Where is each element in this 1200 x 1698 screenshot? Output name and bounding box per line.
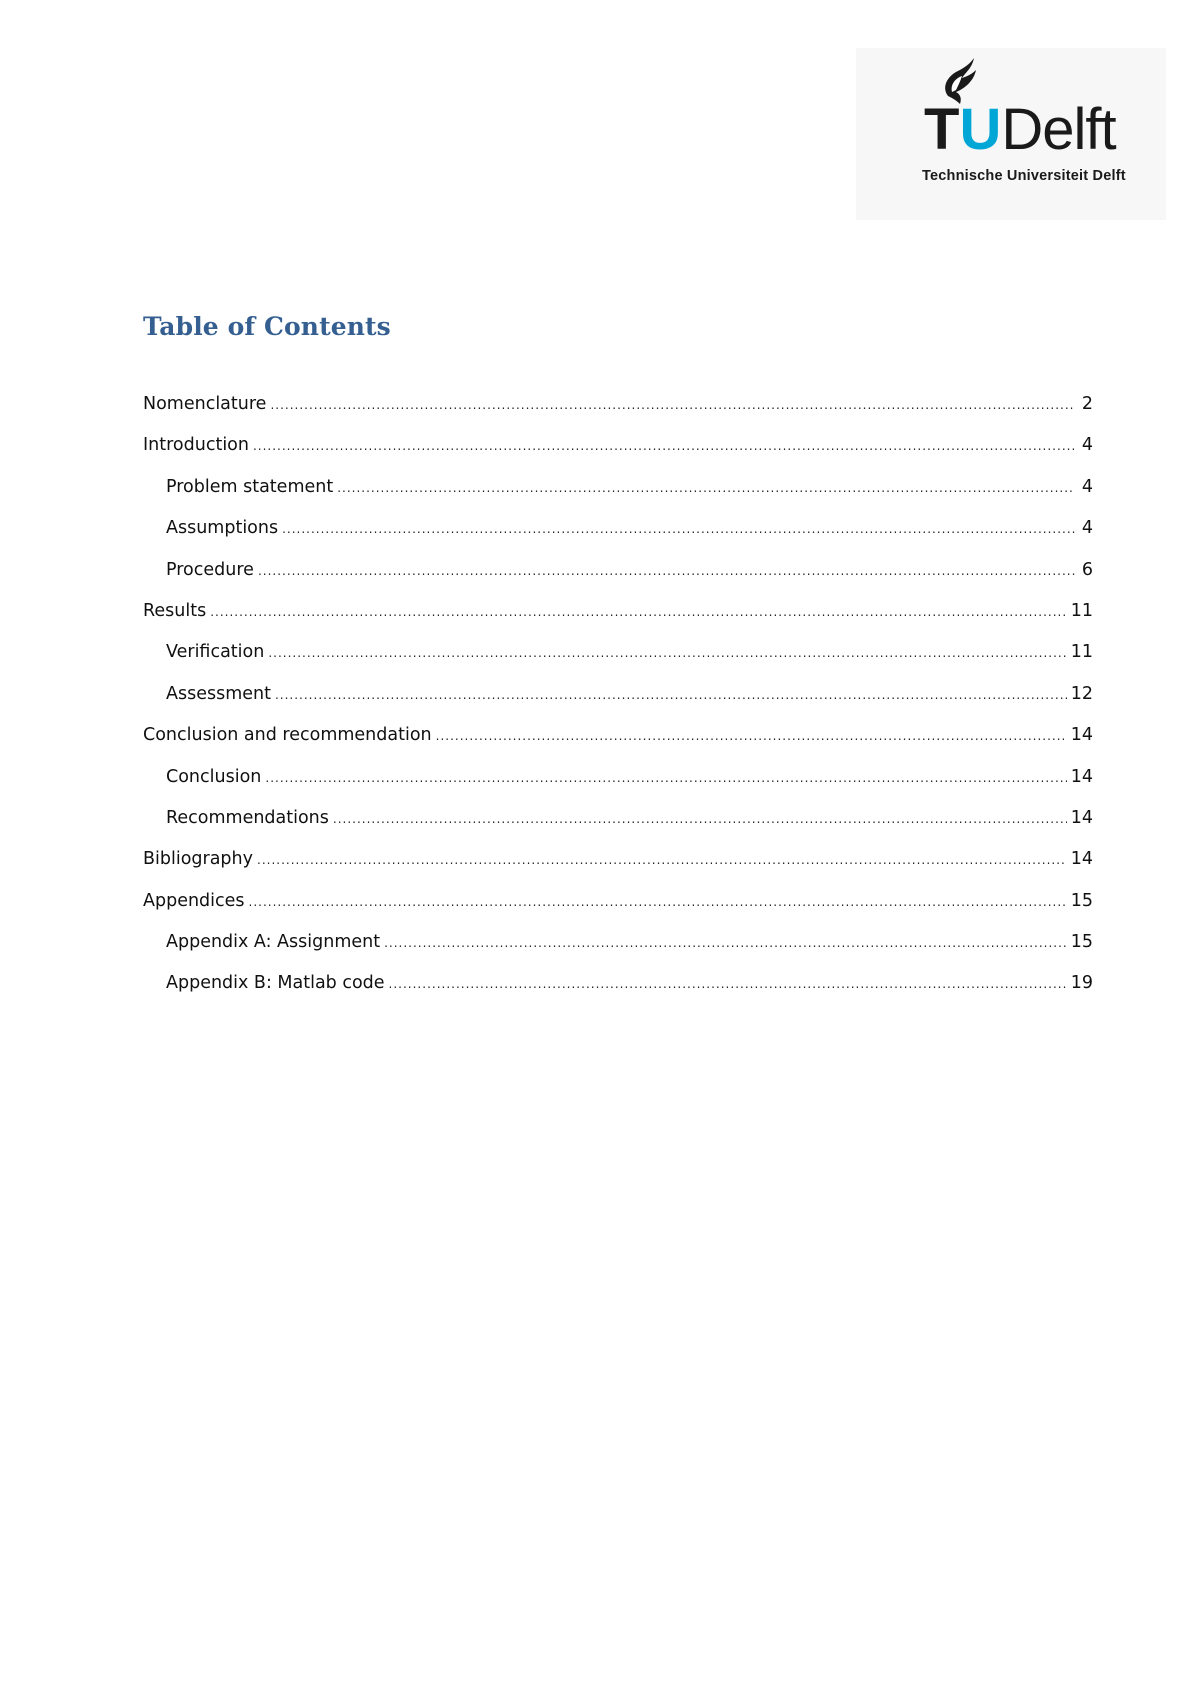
toc-leader-dots <box>268 646 1066 660</box>
toc-leader-dots <box>389 977 1067 991</box>
logo-wordmark <box>924 97 1116 162</box>
toc-entry-page: 14 <box>1070 807 1093 828</box>
toc-entry-appendices[interactable] <box>143 891 1093 932</box>
toc-entry-label: Results <box>143 600 207 621</box>
toc-entry-label: Assumptions <box>166 518 279 539</box>
toc-entry-label: Bibliography <box>143 849 253 870</box>
toc-entry-label: Conclusion <box>166 766 262 787</box>
toc-leader-dots <box>282 522 1075 536</box>
toc-entry-bibliography[interactable] <box>143 849 1093 890</box>
toc-leader-dots <box>333 812 1067 826</box>
toc-leader-dots <box>270 398 1075 412</box>
toc-leader-dots <box>275 688 1067 702</box>
toc-entry-appendix-a[interactable] <box>143 932 1093 973</box>
toc-entry-page: 19 <box>1070 973 1093 994</box>
tu-delft-logo <box>856 48 1166 220</box>
toc-entry-label: Conclusion and recommendation <box>143 725 432 746</box>
logo-letter-t: T <box>924 97 960 162</box>
toc-entry-label: Appendix B: Matlab code <box>166 973 385 994</box>
toc-entry-procedure[interactable] <box>143 560 1093 601</box>
toc-leader-dots <box>210 605 1067 619</box>
logo-letter-u: U <box>959 97 1002 162</box>
toc-entry-introduction[interactable] <box>143 435 1093 476</box>
toc-entry-page: 15 <box>1070 890 1093 911</box>
toc-entry-assumptions[interactable] <box>143 518 1093 559</box>
toc-leader-dots <box>253 439 1075 453</box>
toc-entry-page: 4 <box>1081 518 1093 539</box>
toc-entry-label: Introduction <box>143 435 249 456</box>
toc-entry-page: 2 <box>1081 394 1093 414</box>
toc-entry-label: Recommendations <box>166 807 329 828</box>
toc-entry-page: 11 <box>1070 600 1093 621</box>
toc-entry-page: 15 <box>1070 932 1093 953</box>
toc-entry-page: 14 <box>1070 725 1093 746</box>
toc-entry-verification[interactable] <box>143 642 1093 683</box>
toc-entry-page: 11 <box>1070 642 1093 663</box>
toc-leader-dots <box>257 853 1067 867</box>
toc-list <box>143 394 1093 1015</box>
toc-entry-label: Appendix A: Assignment <box>166 932 381 953</box>
toc-leader-dots <box>337 481 1075 495</box>
toc-entry-page: 4 <box>1081 435 1093 456</box>
toc-entry-conclusion[interactable] <box>143 767 1093 808</box>
toc-entry-results[interactable] <box>143 601 1093 642</box>
toc-leader-dots <box>436 729 1067 743</box>
toc-leader-dots <box>258 564 1075 578</box>
toc-entry-label: Procedure <box>166 559 254 580</box>
toc-entry-recommendations[interactable] <box>143 808 1093 849</box>
toc-entry-page: 6 <box>1081 559 1093 580</box>
toc-entry-page: 12 <box>1070 683 1093 704</box>
institution-name: Technische Universiteit Delft <box>922 168 1126 184</box>
toc-leader-dots <box>265 771 1066 785</box>
toc-entry-appendix-b[interactable] <box>143 973 1093 1014</box>
toc-entry-conclusion-and-recommendation[interactable] <box>143 725 1093 766</box>
toc-entry-label: Problem statement <box>166 476 334 497</box>
toc-title: Table of Contents <box>143 312 391 341</box>
toc-entry-page: 14 <box>1070 849 1093 870</box>
toc-entry-label: Assessment <box>166 683 271 704</box>
toc-entry-nomenclature[interactable] <box>143 394 1093 435</box>
toc-entry-label: Verification <box>166 642 265 663</box>
toc-entry-assessment[interactable] <box>143 684 1093 725</box>
toc-entry-label: Appendices <box>143 890 245 911</box>
toc-entry-problem-statement[interactable] <box>143 477 1093 518</box>
toc-entry-label: Nomenclature <box>143 394 267 414</box>
toc-leader-dots <box>384 936 1067 950</box>
toc-leader-dots <box>249 895 1067 909</box>
logo-word-delft: Delft <box>1001 97 1116 162</box>
toc-entry-page: 14 <box>1070 766 1093 787</box>
toc-entry-page: 4 <box>1081 476 1093 497</box>
